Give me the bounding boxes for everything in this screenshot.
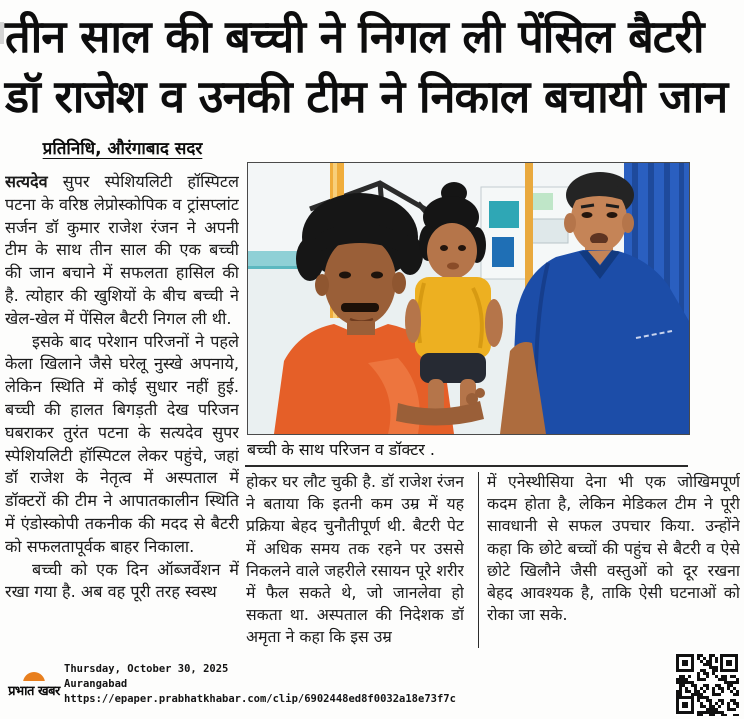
article-photo (247, 162, 690, 435)
article-photo-illustration (248, 163, 689, 434)
clip-date: Thursday, October 30, 2025 (64, 663, 229, 675)
paragraph-3: बच्ची को एक दिन ऑब्जर्वेशन में रखा गया है. अब वह पूरी तरह स्वस्थ (5, 559, 239, 602)
sun-icon (23, 672, 45, 681)
headline-line-1: तीन साल की बच्ची ने निगल ली पेंसिल बैटरी (5, 10, 704, 63)
photo-caption: बच्ची के साथ परिजन व डॉक्टर . (247, 440, 436, 459)
scan-artifact (0, 22, 4, 44)
logo-text: प्रभात खबर (8, 684, 60, 699)
clip-edition: Aurangabad (64, 678, 128, 690)
paragraph-1: सत्यदेव सुपर स्पेशियलिटी हॉस्पिटल पटना के वरिष्ठ लेप्रोस्कोपिक व ट्रांसप्लांट सर्जन डॉ कुमार राजेश रंजन ने अपनी टीम के साथ तीन साल की एक बच्ची की जान बचाने में सफलता हासिल की है. त्योहार की खुशियों के बीच बच्ची ने खेल-खेल में पेंसिल बैटरी निगल ली थी. (5, 172, 239, 328)
byline: प्रतिनिधि, औरंगाबाद सदर (42, 139, 203, 159)
qr-code (674, 652, 740, 716)
article-column-1 (5, 171, 239, 661)
headline-line-2: डॉ राजेश व उनकी टीम ने निकाल बचायी जान (5, 70, 728, 123)
article-column-2: होकर घर लौट चुकी है. डॉ राजेश रंजन ने बताया कि इतनी कम उम्र में यह प्रक्रिया बेहद चुनौतीपूर्ण थी. बैटरी पेट में अधिक समय तक रहने पर उससे निकलने वाले जहरीले रसायन पूरे शरीर में फैल सकते थे, जो जानलेवा हो सकता था. अस्पताल की निदेशक डॉ अमृता ने कहा कि इस उम्र (246, 472, 464, 647)
paragraph-2: इसके बाद परेशान परिजनों ने पहले केला खिलाने जैसे घरेलू नुस्खे अपनाये, लेकिन स्थिति में कोई सुधार नहीं हुई. बच्ची की हालत बिगड़ती देख परिजन घबराकर तुरंत पटना के सत्यदेव सुपर स्पेशियलिटी हॉस्पिटल लेकर पहुंचे, जहां डॉ राजेश के नेतृत्व में अस्पताल में डॉक्टरों की टीम ने आपातकालीन स्थिति में एंडोस्कोपी तकनीक की मदद से बैटरी को सफलतापूर्वक बाहर निकाला. (5, 331, 239, 556)
clip-metadata (64, 662, 484, 707)
lead-word: सत्यदेव (5, 172, 48, 191)
article-column-3: में एनेस्थीसिया देना भी एक जोखिमपूर्ण कदम होता है, लेकिन मेडिकल टीम ने पूरी सावधानी से सफल उपचार किया. उन्होंने कहा कि छोटे बच्चों की पहुंच से बैटरी व ऐसे छोटे खिलौने जैसी वस्तुओं को दूर रखना बेहद आवश्यक है, ताकि ऐसी घटनाओं को रोका जा सके. (487, 472, 740, 625)
section-divider (245, 465, 688, 467)
prabhat-khabar-logo (6, 672, 62, 699)
clip-url: https://epaper.prabhatkhabar.com/clip/6902448ed8f0032a18e73f7c (64, 693, 456, 705)
column-divider (478, 472, 479, 648)
